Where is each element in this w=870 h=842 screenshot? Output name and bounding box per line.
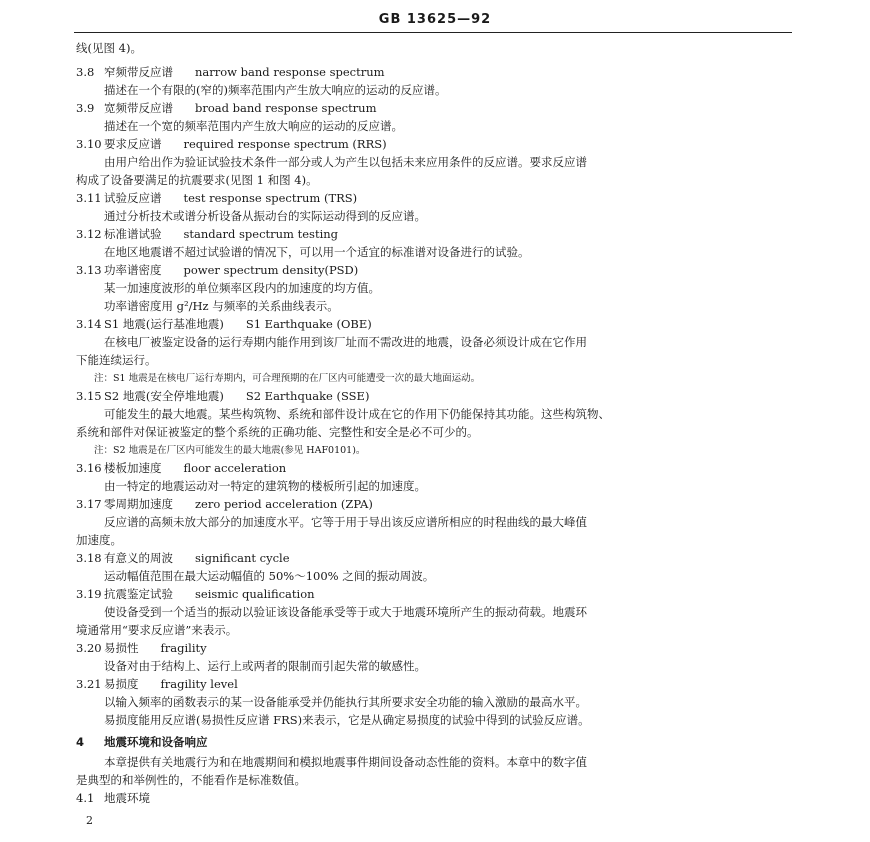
term-number: 3.12: [76, 227, 102, 241]
term-3-12: [76, 226, 338, 243]
term-desc: 系统和部件对保证被鉴定的整个系统的正确功能、完整性和安全是必不可少的。: [76, 425, 479, 439]
term-3-9: [76, 100, 377, 117]
subsection-4-1-heading: [76, 790, 150, 807]
term-3-16: [76, 460, 286, 477]
term-desc: 使设备受到一个适当的振动以验证该设备能承受等于或大于地震环境所产生的振动荷载。地震环: [104, 605, 587, 619]
term-cn: 标准谱试验: [104, 227, 162, 241]
term-number: 3.19: [76, 587, 102, 601]
term-en: zero period acceleration (ZPA): [195, 497, 373, 511]
note-text: 注：S1 地震是在核电厂运行寿期内，可合理预期的在厂区内可能遭受一次的最大地面运动。: [94, 373, 481, 384]
continuation-line: 线(见图 4)。: [76, 41, 142, 55]
term-desc: 在地区地震谱不超过试验谱的情况下，可以用一个适宜的标准谱对设备进行的试验。: [104, 245, 530, 259]
term-3-21: [76, 676, 238, 693]
note-text: 注：S2 地震是在厂区内可能发生的最大地震(参见 HAF0101)。: [94, 445, 366, 456]
term-number: 3.13: [76, 263, 102, 277]
term-3-19: [76, 586, 315, 603]
term-cn: 抗震鉴定试验: [104, 587, 173, 601]
term-cn: 有意义的周波: [104, 551, 173, 565]
term-cn: 易损度: [104, 677, 139, 691]
term-3-13: [76, 262, 358, 279]
term-desc: 由用户给出作为验证试验技术条件一部分或人为产生以包括未来应用条件的反应谱。要求反应谱: [104, 155, 587, 169]
term-3-8: [76, 64, 385, 81]
term-desc: 运动幅值范围在最大运动幅值的 50%～100% 之间的振动周波。: [104, 569, 435, 583]
term-number: 3.20: [76, 641, 102, 655]
term-cn: 要求反应谱: [104, 137, 162, 151]
section-paragraph: 本章提供有关地震行为和在地震期间和模拟地震事件期间设备动态性能的资料。本章中的数字值: [104, 755, 587, 769]
term-desc: 下能连续运行。: [76, 353, 157, 367]
term-desc: 描述在一个有限的(窄的)频率范围内产生放大响应的运动的反应谱。: [104, 83, 447, 97]
term-en: fragility: [160, 641, 207, 655]
term-en: required response spectrum (RRS): [183, 137, 387, 151]
section-number: 4: [76, 735, 85, 749]
term-3-14: [76, 316, 372, 333]
term-3-15: [76, 388, 369, 405]
term-cn: 功率谱密度: [104, 263, 162, 277]
term-cn: S1 地震(运行基准地震): [104, 317, 224, 331]
term-number: 3.9: [76, 101, 95, 115]
term-desc: 描述在一个宽的频率范围内产生放大响应的运动的反应谱。: [104, 119, 403, 133]
term-en: significant cycle: [195, 551, 290, 565]
term-desc: 可能发生的最大地震。某些构筑物、系统和部件设计成在它的作用下仍能保持其功能。这些构筑物、: [104, 407, 610, 421]
term-desc: 加速度。: [76, 533, 122, 547]
term-cn: 试验反应谱: [104, 191, 162, 205]
term-desc: 在核电厂被鉴定设备的运行寿期内能作用到该厂址而不需改进的地震，设备必须设计成在它作用: [104, 335, 587, 349]
term-en: broad band response spectrum: [195, 101, 377, 115]
term-cn: 宽频带反应谱: [104, 101, 173, 115]
term-cn: 窄频带反应谱: [104, 65, 173, 79]
term-en: standard spectrum testing: [183, 227, 339, 241]
term-3-10: [76, 136, 387, 153]
term-number: 3.17: [76, 497, 102, 511]
term-number: 3.15: [76, 389, 102, 403]
term-desc: 功率谱密度用 g²/Hz 与频率的关系曲线表示。: [104, 299, 339, 313]
term-number: 3.16: [76, 461, 102, 475]
section-title: 地震环境: [104, 791, 150, 805]
term-desc: 境通常用“要求反应谱”来表示。: [76, 623, 238, 637]
term-en: narrow band response spectrum: [195, 65, 385, 79]
term-number: 3.10: [76, 137, 102, 151]
page-number: 2: [86, 814, 93, 827]
term-en: seismic qualification: [195, 587, 315, 601]
term-en: fragility level: [160, 677, 238, 691]
term-3-11: [76, 190, 357, 207]
term-en: power spectrum density(PSD): [183, 263, 359, 277]
term-number: 3.8: [76, 65, 95, 79]
term-cn: 易损性: [104, 641, 139, 655]
section-title: 地震环境和设备响应: [104, 735, 208, 749]
section-paragraph: 是典型的和举例性的，不能看作是标准数值。: [76, 773, 306, 787]
term-en: S1 Earthquake (OBE): [245, 317, 372, 331]
term-desc: 设备对由于结构上、运行上或两者的限制而引起失常的敏感性。: [104, 659, 426, 673]
term-desc: 通过分析技术或谱分析设备从振动台的实际运动得到的反应谱。: [104, 209, 426, 223]
term-en: floor acceleration: [183, 461, 287, 475]
standard-code-header: GB 13625—92: [378, 12, 492, 27]
term-number: 3.11: [76, 191, 102, 205]
term-3-18: [76, 550, 290, 567]
term-number: 3.21: [76, 677, 102, 691]
term-desc: 反应谱的高频未放大部分的加速度水平。它等于用于导出该反应谱所相应的时程曲线的最大峰值: [104, 515, 587, 529]
term-desc: 以输入频率的函数表示的某一设备能承受并仍能执行其所要求安全功能的输入激励的最高水平。: [104, 695, 587, 709]
term-desc: 由一特定的地震运动对一特定的建筑物的楼板所引起的加速度。: [104, 479, 426, 493]
term-3-17: [76, 496, 373, 513]
term-desc: 某一加速度波形的单位频率区段内的加速度的均方值。: [104, 281, 380, 295]
term-number: 3.14: [76, 317, 102, 331]
term-cn: 楼板加速度: [104, 461, 162, 475]
section-number: 4.1: [76, 791, 95, 805]
section-4-heading: [76, 734, 208, 751]
term-cn: S2 地震(安全停堆地震): [104, 389, 224, 403]
term-number: 3.18: [76, 551, 102, 565]
term-3-20: [76, 640, 207, 657]
term-desc: 构成了设备要满足的抗震要求(见图 1 和图 4)。: [76, 173, 318, 187]
term-desc: 易损度能用反应谱(易损性反应谱 FRS)来表示，它是从确定易损度的试验中得到的试验反应谱。: [104, 713, 590, 727]
term-cn: 零周期加速度: [104, 497, 173, 511]
term-en: test response spectrum (TRS): [183, 191, 358, 205]
term-en: S2 Earthquake (SSE): [245, 389, 370, 403]
header-divider: [74, 32, 792, 33]
